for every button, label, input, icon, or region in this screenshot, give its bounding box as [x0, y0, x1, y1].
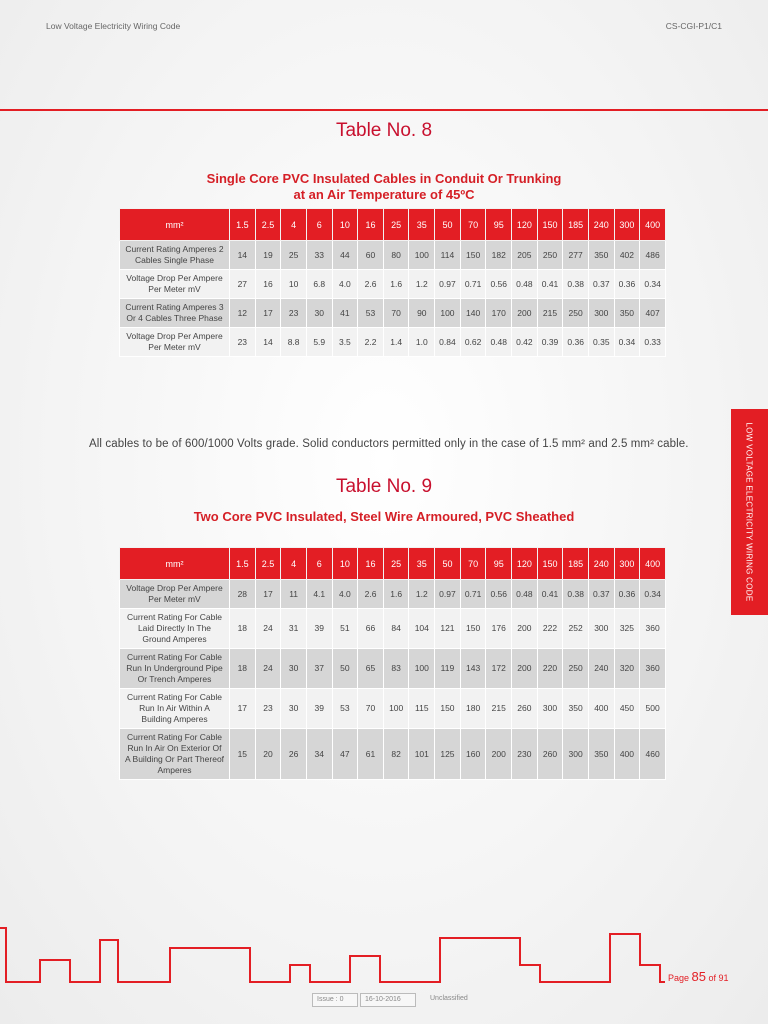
table-cell: 0.36: [614, 580, 640, 609]
table-cell: 18: [230, 609, 256, 649]
table-cell: 0.33: [640, 328, 666, 357]
table8-size-header: 16: [358, 209, 384, 241]
table-cell: 10: [281, 270, 307, 299]
table-cell: 402: [614, 241, 640, 270]
table-cell: 33: [306, 241, 332, 270]
table-cell: 66: [358, 609, 384, 649]
skyline-decoration: [0, 920, 768, 990]
table9-header-row: [120, 548, 666, 580]
table-cell: 0.34: [640, 580, 666, 609]
table8-size-header: 1.5: [230, 209, 256, 241]
table-cell: 0.56: [486, 270, 512, 299]
table8-size-header: 185: [563, 209, 589, 241]
table8-size-header: 120: [512, 209, 538, 241]
table-cell: 300: [537, 689, 563, 729]
table-cell: 100: [435, 299, 461, 328]
table-cell: 31: [281, 609, 307, 649]
table-cell: 215: [537, 299, 563, 328]
table-cell: 8.8: [281, 328, 307, 357]
table-cell: 61: [358, 729, 384, 780]
row-label: Current Rating For Cable Run In Air On Exterior Of A Building Or Part Thereof Amperes: [120, 729, 230, 780]
table-row: [120, 580, 666, 609]
table-cell: 150: [460, 609, 486, 649]
table8-size-header: 95: [486, 209, 512, 241]
side-tab-label: LOW VOLTAGE ELECTRICITY WIRING CODE: [744, 422, 754, 602]
table-cell: 1.0: [409, 328, 435, 357]
table-cell: 0.71: [460, 270, 486, 299]
side-tab: [731, 409, 768, 615]
table-cell: 12: [230, 299, 256, 328]
table8-size-header: 2.5: [255, 209, 281, 241]
table9-size-header: 185: [563, 548, 589, 580]
table-cell: 0.56: [486, 580, 512, 609]
table8-size-header: 4: [281, 209, 307, 241]
table-cell: 17: [255, 580, 281, 609]
table-cell: 0.97: [435, 580, 461, 609]
table-cell: 252: [563, 609, 589, 649]
table8-size-header: 25: [383, 209, 409, 241]
table-cell: 0.38: [563, 270, 589, 299]
table-cell: 50: [332, 649, 358, 689]
table-cell: 80: [383, 241, 409, 270]
table-cell: 250: [537, 241, 563, 270]
table-cell: 0.48: [486, 328, 512, 357]
header-left: Low Voltage Electricity Wiring Code: [46, 21, 181, 31]
table8-header-row: [120, 209, 666, 241]
table-cell: 0.34: [640, 270, 666, 299]
table-cell: 360: [640, 609, 666, 649]
table-cell: 1.6: [383, 270, 409, 299]
table-cell: 65: [358, 649, 384, 689]
table-cell: 240: [588, 649, 614, 689]
table-row: [120, 729, 666, 780]
table-cell: 37: [306, 649, 332, 689]
table9-size-header: 4: [281, 548, 307, 580]
table-cell: 4.1: [306, 580, 332, 609]
table-cell: 4.0: [332, 270, 358, 299]
table-cell: 1.2: [409, 580, 435, 609]
table-cell: 176: [486, 609, 512, 649]
table-row: [120, 689, 666, 729]
table-cell: 182: [486, 241, 512, 270]
table-cell: 90: [409, 299, 435, 328]
table-cell: 0.41: [537, 580, 563, 609]
table-cell: 100: [383, 689, 409, 729]
table-cell: 28: [230, 580, 256, 609]
table-cell: 30: [281, 649, 307, 689]
table-cell: 25: [281, 241, 307, 270]
table-cell: 143: [460, 649, 486, 689]
table-cell: 230: [512, 729, 538, 780]
table-cell: 2.2: [358, 328, 384, 357]
table9-size-header: 95: [486, 548, 512, 580]
footer-issue: Issue : 0: [312, 993, 358, 1007]
table-cell: 20: [255, 729, 281, 780]
table-row: [120, 328, 666, 357]
table9-size-header: 400: [640, 548, 666, 580]
table-row: [120, 649, 666, 689]
table8-size-header: 6: [306, 209, 332, 241]
table-cell: 15: [230, 729, 256, 780]
table-cell: 450: [614, 689, 640, 729]
table8-size-header: 400: [640, 209, 666, 241]
table-cell: 24: [255, 609, 281, 649]
table-cell: 0.71: [460, 580, 486, 609]
table-cell: 260: [512, 689, 538, 729]
table-cell: 400: [614, 729, 640, 780]
table-cell: 4.0: [332, 580, 358, 609]
table-cell: 30: [306, 299, 332, 328]
table-cell: 2.6: [358, 270, 384, 299]
table-cell: 70: [358, 689, 384, 729]
row-label: Current Rating For Cable Run In Underground Pipe Or Trench Amperes: [120, 649, 230, 689]
table-cell: 150: [460, 241, 486, 270]
table-cell: 150: [435, 689, 461, 729]
table8-size-header: 300: [614, 209, 640, 241]
table-cell: 23: [281, 299, 307, 328]
table-cell: 1.2: [409, 270, 435, 299]
table-cell: 125: [435, 729, 461, 780]
table-cell: 250: [563, 649, 589, 689]
table-cell: 82: [383, 729, 409, 780]
table-cell: 100: [409, 241, 435, 270]
table9-title: Table No. 9: [335, 476, 433, 497]
table-cell: 115: [409, 689, 435, 729]
table-cell: 222: [537, 609, 563, 649]
table8-subtitle-line1: Single Core PVC Insulated Cables in Conduit Or Trunking: [206, 171, 562, 186]
table9: [119, 547, 666, 780]
row-label: Voltage Drop Per Ampere Per Meter mV: [120, 580, 230, 609]
table-cell: 170: [486, 299, 512, 328]
row-label: Voltage Drop Per Ampere Per Meter mV: [120, 328, 230, 357]
note: All cables to be of 600/1000 Volts grade. Solid conductors permitted only in the case of 1.5 mm² and 2.5 mm² cable.: [89, 438, 689, 450]
table-cell: 5.9: [306, 328, 332, 357]
table-cell: 300: [563, 729, 589, 780]
table-cell: 220: [537, 649, 563, 689]
table-cell: 200: [512, 649, 538, 689]
table9-size-header: 150: [537, 548, 563, 580]
table-cell: 277: [563, 241, 589, 270]
table-cell: 17: [230, 689, 256, 729]
header-right: CS-CGI-P1/C1: [665, 21, 722, 31]
table-cell: 300: [588, 299, 614, 328]
table-cell: 119: [435, 649, 461, 689]
page-current: 85: [691, 969, 707, 984]
table8-size-header: 50: [435, 209, 461, 241]
table-cell: 200: [512, 609, 538, 649]
footer-date: 16-10-2016: [360, 993, 416, 1007]
table-cell: 140: [460, 299, 486, 328]
table-cell: 16: [255, 270, 281, 299]
table-cell: 250: [563, 299, 589, 328]
table-cell: 41: [332, 299, 358, 328]
table8-unit-header: mm²: [120, 209, 230, 241]
table-cell: 18: [230, 649, 256, 689]
table-cell: 180: [460, 689, 486, 729]
table-cell: 350: [614, 299, 640, 328]
table-cell: 26: [281, 729, 307, 780]
table-cell: 27: [230, 270, 256, 299]
table-cell: 23: [230, 328, 256, 357]
table-cell: 300: [588, 609, 614, 649]
table-cell: 121: [435, 609, 461, 649]
table-cell: 350: [588, 241, 614, 270]
table-cell: 114: [435, 241, 461, 270]
table-cell: 101: [409, 729, 435, 780]
table-cell: 486: [640, 241, 666, 270]
table8-subtitle-line2: at an Air Temperature of 45ºC: [293, 187, 475, 202]
table-cell: 172: [486, 649, 512, 689]
table-cell: 34: [306, 729, 332, 780]
table-cell: 53: [332, 689, 358, 729]
table-cell: 14: [255, 328, 281, 357]
table-cell: 24: [255, 649, 281, 689]
table-cell: 6.8: [306, 270, 332, 299]
table9-size-header: 10: [332, 548, 358, 580]
table-cell: 30: [281, 689, 307, 729]
table-cell: 47: [332, 729, 358, 780]
table-cell: 70: [383, 299, 409, 328]
table-cell: 0.42: [512, 328, 538, 357]
table-cell: 11: [281, 580, 307, 609]
table-cell: 500: [640, 689, 666, 729]
table-cell: 0.39: [537, 328, 563, 357]
table-cell: 39: [306, 689, 332, 729]
table-cell: 1.6: [383, 580, 409, 609]
table-cell: 400: [588, 689, 614, 729]
table-cell: 3.5: [332, 328, 358, 357]
table9-size-header: 1.5: [230, 548, 256, 580]
table-cell: 84: [383, 609, 409, 649]
table9-size-header: 16: [358, 548, 384, 580]
table9-size-header: 50: [435, 548, 461, 580]
table9-size-header: 70: [460, 548, 486, 580]
table-cell: 53: [358, 299, 384, 328]
table-cell: 60: [358, 241, 384, 270]
table-cell: 0.62: [460, 328, 486, 357]
row-label: Current Rating Amperes 3 Or 4 Cables Three Phase: [120, 299, 230, 328]
page-prefix: Page: [668, 973, 690, 983]
table-cell: 0.36: [563, 328, 589, 357]
table-cell: 14: [230, 241, 256, 270]
table-cell: 325: [614, 609, 640, 649]
table-cell: 200: [512, 299, 538, 328]
table-cell: 0.37: [588, 270, 614, 299]
table-cell: 17: [255, 299, 281, 328]
table-row: [120, 299, 666, 328]
table-cell: 460: [640, 729, 666, 780]
table-cell: 260: [537, 729, 563, 780]
table-cell: 200: [486, 729, 512, 780]
table9-size-header: 2.5: [255, 548, 281, 580]
table9-size-header: 300: [614, 548, 640, 580]
row-label: Current Rating For Cable Run In Air Within A Building Amperes: [120, 689, 230, 729]
row-label: Current Rating Amperes 2 Cables Single Phase: [120, 241, 230, 270]
table-cell: 0.34: [614, 328, 640, 357]
footer-classification: Unclassified: [430, 995, 468, 1002]
table-cell: 0.97: [435, 270, 461, 299]
page-total: of 91: [708, 973, 729, 983]
table-cell: 0.38: [563, 580, 589, 609]
row-label: Voltage Drop Per Ampere Per Meter mV: [120, 270, 230, 299]
table-cell: 0.41: [537, 270, 563, 299]
table8-size-header: 150: [537, 209, 563, 241]
table9-subtitle: Two Core PVC Insulated, Steel Wire Armoured, PVC Sheathed: [193, 509, 575, 524]
table8-size-header: 70: [460, 209, 486, 241]
table-cell: 160: [460, 729, 486, 780]
table-cell: 39: [306, 609, 332, 649]
table9-unit-header: mm²: [120, 548, 230, 580]
table-row: [120, 609, 666, 649]
table8-size-header: 240: [588, 209, 614, 241]
table-cell: 104: [409, 609, 435, 649]
table-cell: 44: [332, 241, 358, 270]
top-rule: [0, 109, 768, 111]
table-cell: 350: [588, 729, 614, 780]
table8: [119, 208, 666, 357]
table-cell: 360: [640, 649, 666, 689]
table-cell: 407: [640, 299, 666, 328]
table-cell: 350: [563, 689, 589, 729]
table-cell: 51: [332, 609, 358, 649]
table-cell: 100: [409, 649, 435, 689]
table-cell: 23: [255, 689, 281, 729]
table8-size-header: 35: [409, 209, 435, 241]
table8-title: Table No. 8: [335, 120, 433, 141]
table-row: [120, 270, 666, 299]
table-cell: 19: [255, 241, 281, 270]
table-cell: 0.36: [614, 270, 640, 299]
table8-size-header: 10: [332, 209, 358, 241]
page-number: [668, 969, 729, 984]
table-cell: 0.48: [512, 270, 538, 299]
table-cell: 0.37: [588, 580, 614, 609]
table9-size-header: 6: [306, 548, 332, 580]
table-cell: 215: [486, 689, 512, 729]
table9-size-header: 120: [512, 548, 538, 580]
table-cell: 0.35: [588, 328, 614, 357]
table-cell: 1.4: [383, 328, 409, 357]
table-cell: 0.84: [435, 328, 461, 357]
table-cell: 83: [383, 649, 409, 689]
row-label: Current Rating For Cable Laid Directly In The Ground Amperes: [120, 609, 230, 649]
table8-subtitle: [0, 171, 768, 203]
table-cell: 320: [614, 649, 640, 689]
table9-size-header: 35: [409, 548, 435, 580]
table-row: [120, 241, 666, 270]
table-cell: 2.6: [358, 580, 384, 609]
table-cell: 205: [512, 241, 538, 270]
table9-size-header: 25: [383, 548, 409, 580]
table-cell: 0.48: [512, 580, 538, 609]
table9-size-header: 240: [588, 548, 614, 580]
